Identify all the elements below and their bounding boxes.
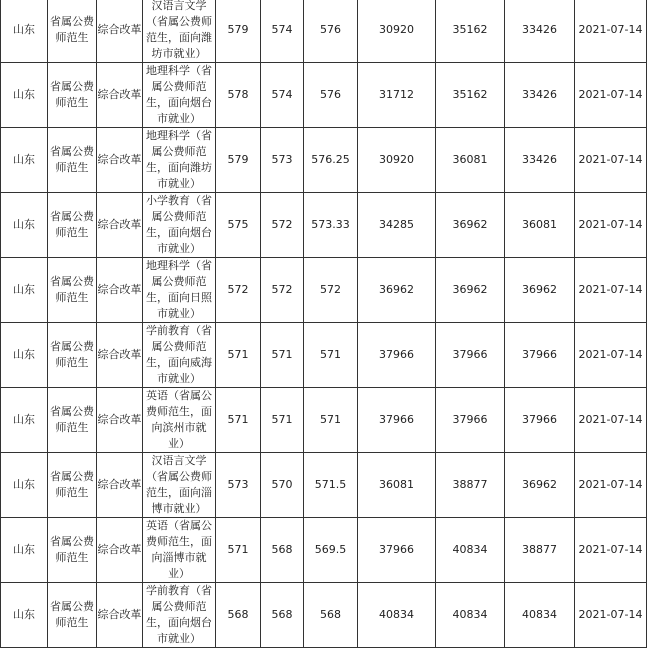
rank-cell: 36962 bbox=[505, 453, 575, 518]
max-score-cell: 571 bbox=[216, 323, 261, 388]
rank-cell: 37966 bbox=[358, 388, 436, 453]
avg-score-cell: 569.5 bbox=[304, 518, 358, 583]
batch-cell: 省属公费师范生 bbox=[48, 128, 97, 193]
major-cell: 汉语言文学（省属公费师范生，面向潍坊市就业） bbox=[143, 0, 216, 63]
type-cell: 综合改革 bbox=[97, 453, 143, 518]
rank-cell: 36962 bbox=[436, 258, 505, 323]
batch-cell: 省属公费师范生 bbox=[48, 258, 97, 323]
type-cell: 综合改革 bbox=[97, 258, 143, 323]
table-row bbox=[1, 63, 647, 128]
rank-cell: 36081 bbox=[436, 128, 505, 193]
batch-cell: 省属公费师范生 bbox=[48, 388, 97, 453]
rank-cell: 37966 bbox=[505, 388, 575, 453]
date-cell: 2021-07-14 bbox=[575, 583, 647, 648]
rank-cell: 40834 bbox=[436, 583, 505, 648]
date-cell: 2021-07-14 bbox=[575, 323, 647, 388]
rank-cell: 37966 bbox=[358, 323, 436, 388]
rank-cell: 30920 bbox=[358, 128, 436, 193]
date-cell: 2021-07-14 bbox=[575, 193, 647, 258]
rank-cell: 31712 bbox=[358, 63, 436, 128]
avg-score-cell: 571.5 bbox=[304, 453, 358, 518]
min-score-cell: 572 bbox=[261, 258, 304, 323]
avg-score-cell: 568 bbox=[304, 583, 358, 648]
rank-cell: 37966 bbox=[436, 388, 505, 453]
rank-cell: 35162 bbox=[436, 63, 505, 128]
rank-cell: 38877 bbox=[436, 453, 505, 518]
table-body bbox=[1, 0, 647, 648]
avg-score-cell: 572 bbox=[304, 258, 358, 323]
rank-cell: 33426 bbox=[505, 63, 575, 128]
rank-cell: 40834 bbox=[358, 583, 436, 648]
rank-cell: 34285 bbox=[358, 193, 436, 258]
province-cell: 山东 bbox=[1, 128, 48, 193]
batch-cell: 省属公费师范生 bbox=[48, 0, 97, 63]
date-cell: 2021-07-14 bbox=[575, 258, 647, 323]
type-cell: 综合改革 bbox=[97, 583, 143, 648]
rank-cell: 36962 bbox=[358, 258, 436, 323]
date-cell: 2021-07-14 bbox=[575, 388, 647, 453]
rank-cell: 37966 bbox=[505, 323, 575, 388]
type-cell: 综合改革 bbox=[97, 193, 143, 258]
rank-cell: 38877 bbox=[505, 518, 575, 583]
min-score-cell: 571 bbox=[261, 323, 304, 388]
batch-cell: 省属公费师范生 bbox=[48, 583, 97, 648]
max-score-cell: 578 bbox=[216, 63, 261, 128]
rank-cell: 33426 bbox=[505, 128, 575, 193]
max-score-cell: 568 bbox=[216, 583, 261, 648]
major-cell: 学前教育（省属公费师范生，面向威海市就业） bbox=[143, 323, 216, 388]
max-score-cell: 571 bbox=[216, 518, 261, 583]
rank-cell: 37966 bbox=[436, 323, 505, 388]
type-cell: 综合改革 bbox=[97, 388, 143, 453]
max-score-cell: 575 bbox=[216, 193, 261, 258]
type-cell: 综合改革 bbox=[97, 323, 143, 388]
major-cell: 地理科学（省属公费师范生，面向日照市就业） bbox=[143, 258, 216, 323]
major-cell: 地理科学（省属公费师范生，面向潍坊市就业） bbox=[143, 128, 216, 193]
major-cell: 学前教育（省属公费师范生，面向烟台市就业） bbox=[143, 583, 216, 648]
max-score-cell: 573 bbox=[216, 453, 261, 518]
rank-cell: 35162 bbox=[436, 0, 505, 63]
table-row bbox=[1, 518, 647, 583]
table-row bbox=[1, 453, 647, 518]
province-cell: 山东 bbox=[1, 323, 48, 388]
max-score-cell: 579 bbox=[216, 0, 261, 63]
max-score-cell: 579 bbox=[216, 128, 261, 193]
avg-score-cell: 573.33 bbox=[304, 193, 358, 258]
table-row bbox=[1, 0, 647, 63]
batch-cell: 省属公费师范生 bbox=[48, 453, 97, 518]
table-row bbox=[1, 583, 647, 648]
province-cell: 山东 bbox=[1, 583, 48, 648]
province-cell: 山东 bbox=[1, 258, 48, 323]
date-cell: 2021-07-14 bbox=[575, 518, 647, 583]
avg-score-cell: 576 bbox=[304, 63, 358, 128]
batch-cell: 省属公费师范生 bbox=[48, 193, 97, 258]
max-score-cell: 572 bbox=[216, 258, 261, 323]
province-cell: 山东 bbox=[1, 63, 48, 128]
rank-cell: 40834 bbox=[505, 583, 575, 648]
major-cell: 地理科学（省属公费师范生，面向烟台市就业） bbox=[143, 63, 216, 128]
province-cell: 山东 bbox=[1, 518, 48, 583]
rank-cell: 30920 bbox=[358, 0, 436, 63]
province-cell: 山东 bbox=[1, 453, 48, 518]
table-row bbox=[1, 388, 647, 453]
table-row bbox=[1, 258, 647, 323]
rank-cell: 40834 bbox=[436, 518, 505, 583]
rank-cell: 36081 bbox=[358, 453, 436, 518]
rank-cell: 36962 bbox=[505, 258, 575, 323]
province-cell: 山东 bbox=[1, 0, 48, 63]
min-score-cell: 570 bbox=[261, 453, 304, 518]
min-score-cell: 572 bbox=[261, 193, 304, 258]
batch-cell: 省属公费师范生 bbox=[48, 518, 97, 583]
rank-cell: 36081 bbox=[505, 193, 575, 258]
type-cell: 综合改革 bbox=[97, 518, 143, 583]
max-score-cell: 571 bbox=[216, 388, 261, 453]
rank-cell: 37966 bbox=[358, 518, 436, 583]
avg-score-cell: 576 bbox=[304, 0, 358, 63]
major-cell: 小学教育（省属公费师范生，面向烟台市就业） bbox=[143, 193, 216, 258]
type-cell: 综合改革 bbox=[97, 63, 143, 128]
date-cell: 2021-07-14 bbox=[575, 0, 647, 63]
major-cell: 英语（省属公费师范生，面向滨州市就业） bbox=[143, 388, 216, 453]
min-score-cell: 568 bbox=[261, 518, 304, 583]
batch-cell: 省属公费师范生 bbox=[48, 63, 97, 128]
type-cell: 综合改革 bbox=[97, 0, 143, 63]
min-score-cell: 573 bbox=[261, 128, 304, 193]
batch-cell: 省属公费师范生 bbox=[48, 323, 97, 388]
province-cell: 山东 bbox=[1, 388, 48, 453]
rank-cell: 36962 bbox=[436, 193, 505, 258]
avg-score-cell: 571 bbox=[304, 323, 358, 388]
min-score-cell: 568 bbox=[261, 583, 304, 648]
major-cell: 英语（省属公费师范生，面向淄博市就业） bbox=[143, 518, 216, 583]
rank-cell: 33426 bbox=[505, 0, 575, 63]
table-row bbox=[1, 128, 647, 193]
province-cell: 山东 bbox=[1, 193, 48, 258]
table-row bbox=[1, 323, 647, 388]
table-row bbox=[1, 193, 647, 258]
min-score-cell: 574 bbox=[261, 63, 304, 128]
date-cell: 2021-07-14 bbox=[575, 128, 647, 193]
min-score-cell: 571 bbox=[261, 388, 304, 453]
type-cell: 综合改革 bbox=[97, 128, 143, 193]
min-score-cell: 574 bbox=[261, 0, 304, 63]
date-cell: 2021-07-14 bbox=[575, 453, 647, 518]
avg-score-cell: 576.25 bbox=[304, 128, 358, 193]
major-cell: 汉语言文学（省属公费师范生，面向淄博市就业） bbox=[143, 453, 216, 518]
date-cell: 2021-07-14 bbox=[575, 63, 647, 128]
avg-score-cell: 571 bbox=[304, 388, 358, 453]
